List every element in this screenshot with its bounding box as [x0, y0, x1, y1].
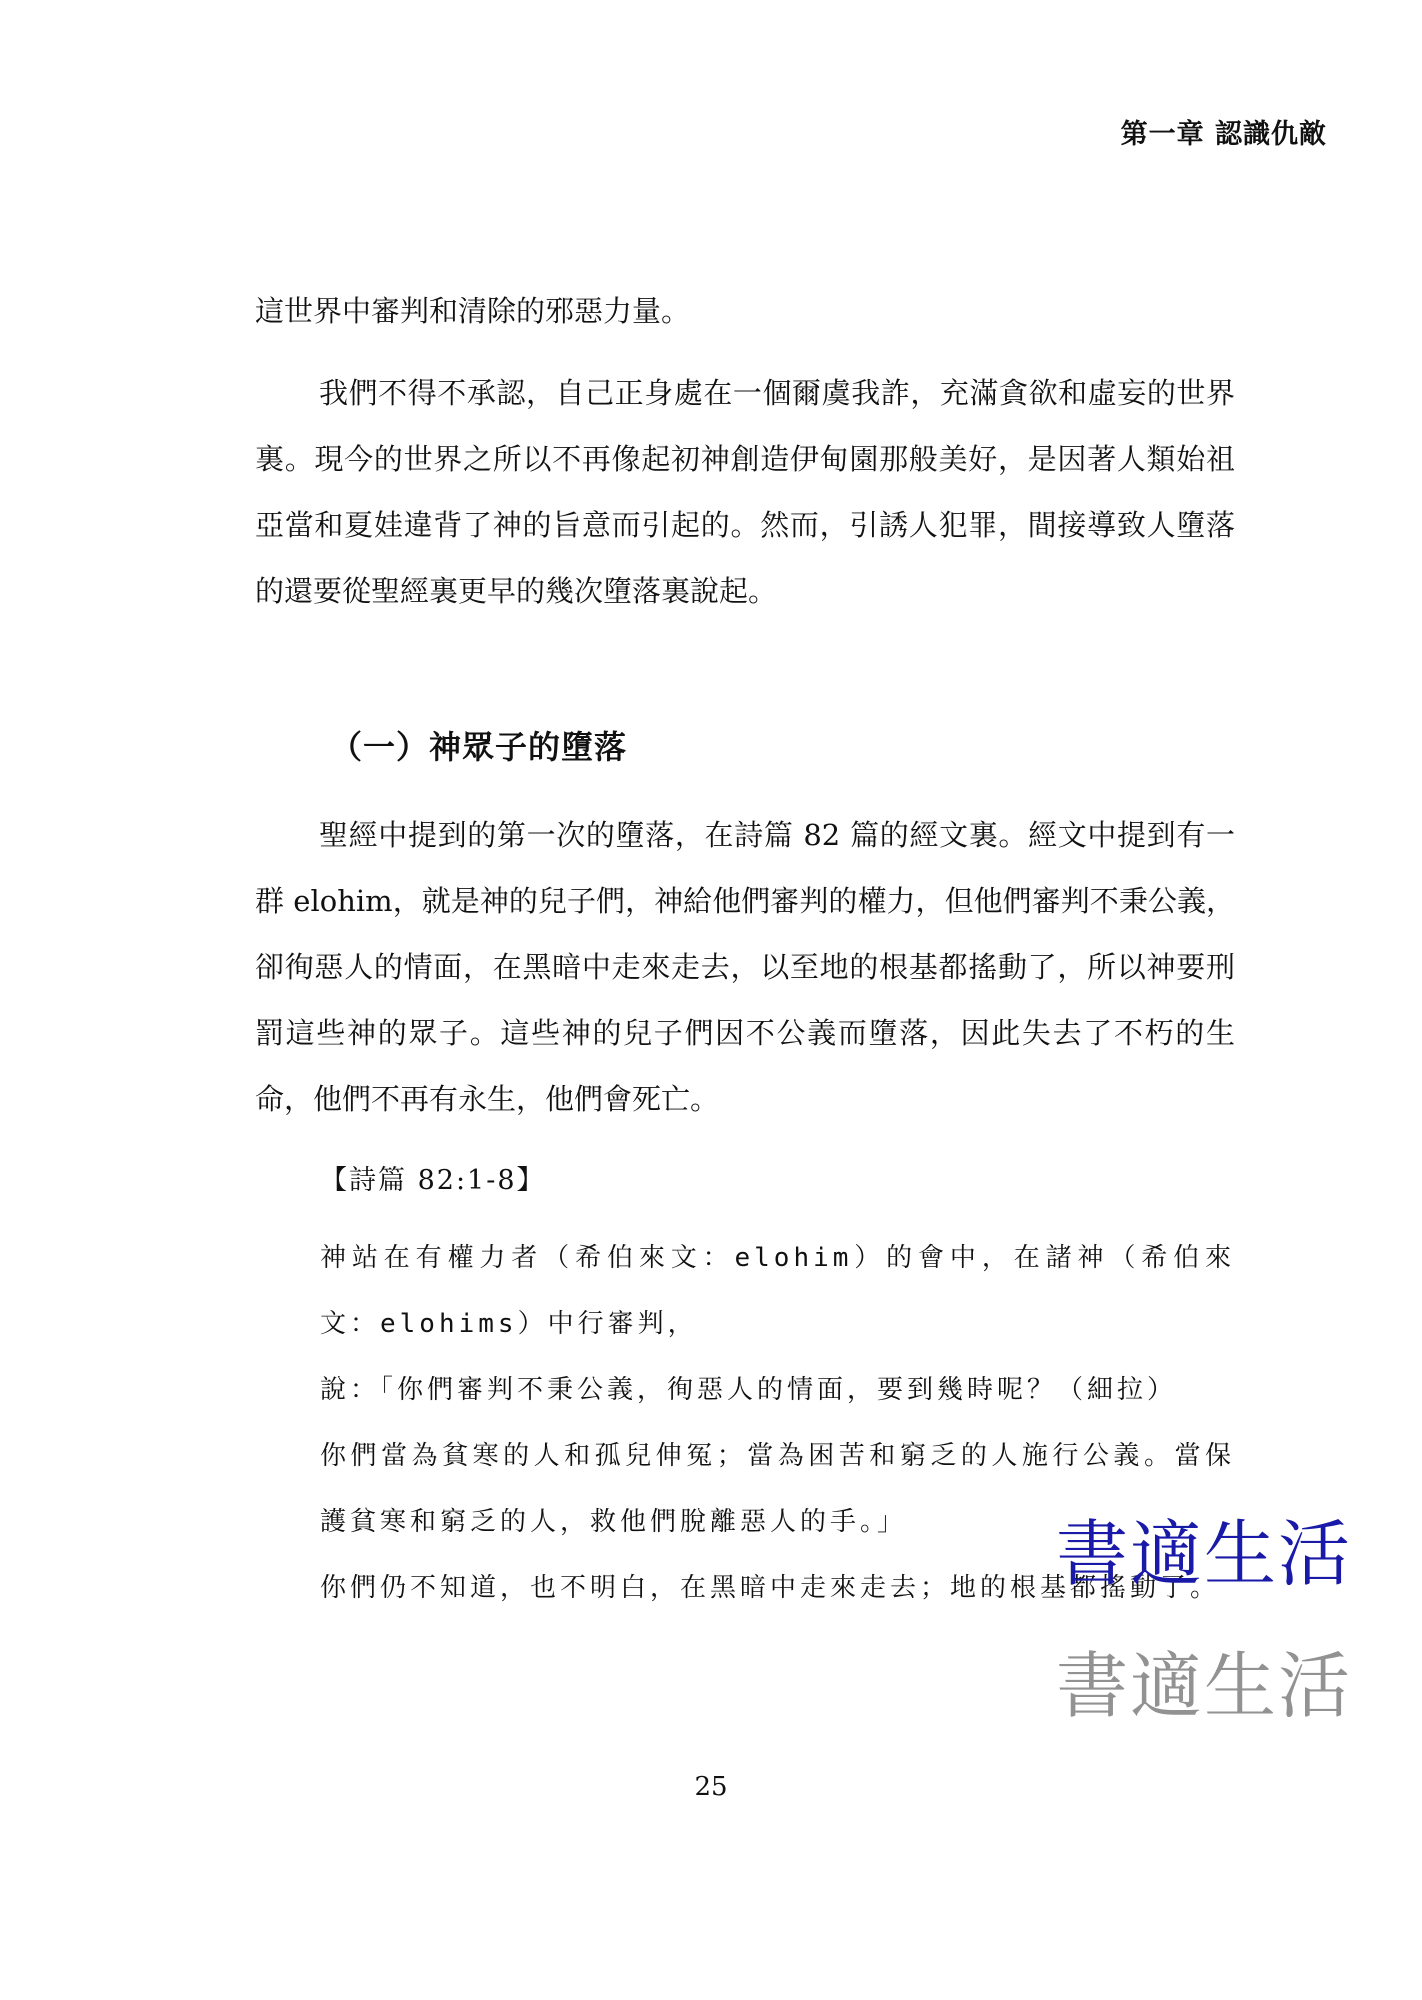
watermark-blue: 書適生活: [1055, 1512, 1352, 1596]
section-paragraph: 聖經中提到的第一次的墮落，在詩篇 82 篇的經文裏。經文中提到有一群 elohim，就是神的兒子們，神給他們審判的權力，但他們審判不秉公義，卻徇惡人的情面，在黑暗中走來走去，以至地的根基都搖動了，所以神要刑罰這些神的眾子。這些神的兒子們因不公義而墮落，因此失去了不朽的生命，他們不再有永生，他們會死亡。: [255, 818, 1235, 1116]
scripture-verse: 你們仍不知道，也不明白，在黑暗中走來走去；地的根基都搖動了。: [320, 1573, 1221, 1603]
page-number: 25: [694, 1772, 728, 1802]
running-header: 第一章 認識仇敵: [1120, 119, 1327, 150]
scripture-verse: 你們當為貧寒的人和孤兒伸冤；當為困苦和窮乏的人施行公義。當保護貧寒和窮乏的人，救他們脫離惡人的手。」: [320, 1441, 1235, 1537]
paragraph-intro: 我們不得不承認，自己正身處在一個爾虞我詐，充滿貪欲和虛妄的世界裏。現今的世界之所以不再像起初神創造伊甸園那般美好，是因著人類始祖亞當和夏娃違背了神的旨意而引起的。然而，引誘人犯罪，間接導致人墮落的還要從聖經裏更早的幾次墮落裏說起。: [255, 376, 1235, 608]
paragraph-continuation: 這世界中審判和清除的邪惡力量。: [255, 294, 691, 328]
section-heading: （一）神眾子的墮落: [330, 728, 628, 766]
watermark-gray: 書適生活: [1055, 1644, 1352, 1728]
scripture-reference: 【詩篇 82:1-8】: [320, 1165, 546, 1196]
scripture-verse: 神站在有權力者（希伯來文：elohim）的會中，在諸神（希伯來文：elohims）中行審判，: [320, 1243, 1235, 1339]
scripture-verse: 說：「你們審判不秉公義，徇惡人的情面，要到幾時呢？（細拉）: [320, 1375, 1178, 1405]
